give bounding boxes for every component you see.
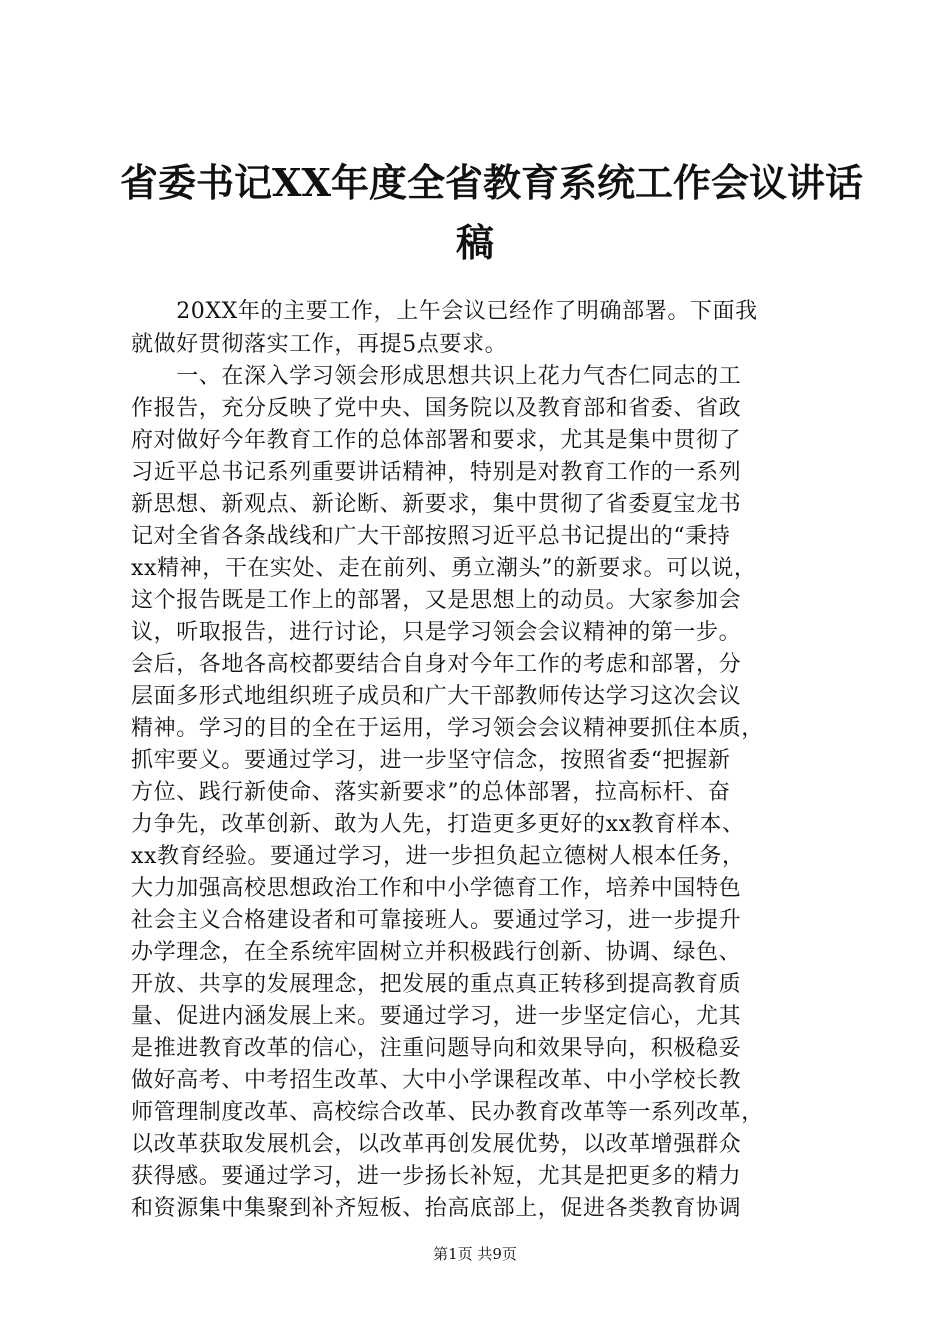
body-line: 会后，各地各高校都要结合自身对今年工作的考虑和部署，分 — [131, 652, 742, 677]
body-line: 做好高考、中考招生改革、大中小学课程改革、中小学校长教 — [131, 1068, 742, 1093]
body-line: 办学理念，在全系统牢固树立并积极践行创新、协调、绿色、 — [131, 940, 742, 965]
document-title-line-1: 省委书记XX年度全省教育系统工作会议讲话 — [120, 160, 863, 205]
body-line: 新思想、新观点、新论断、新要求，集中贯彻了省委夏宝龙书 — [131, 492, 742, 517]
body-line: 以改革获取发展机会，以改革再创发展优势，以改革增强群众 — [131, 1132, 742, 1157]
body-line: 就做好贯彻落实工作，再提5点要求。 — [131, 332, 508, 357]
document-title-line-2: 稿 — [455, 220, 494, 265]
page-footer: 第1页 共9页 — [433, 1245, 517, 1263]
body-line: 层面多形式地组织班子成员和广大干部教师传达学习这次会议 — [131, 684, 742, 709]
body-line: xx精神，干在实处、走在前列、勇立潮头”的新要求。可以说， — [131, 556, 757, 581]
body-line: 习近平总书记系列重要讲话精神，特别是对教育工作的一系列 — [131, 460, 742, 485]
body-line: 和资源集中集聚到补齐短板、抬高底部上，促进各类教育协调 — [131, 1196, 742, 1221]
body-line: 府对做好今年教育工作的总体部署和要求，尤其是集中贯彻了 — [131, 428, 742, 453]
body-line: 一、在深入学习领会形成思想共识上花力气杏仁同志的工 — [131, 364, 742, 389]
body-line: 精神。学习的目的全在于运用，学习领会会议精神要抓住本质， — [131, 716, 764, 741]
body-line: xx教育经验。要通过学习，进一步担负起立德树人根本任务， — [131, 844, 745, 869]
body-line: 开放、共享的发展理念，把发展的重点真正转移到提高教育质 — [131, 972, 742, 997]
body-line: 师管理制度改革、高校综合改革、民办教育改革等一系列改革， — [131, 1100, 764, 1125]
body-line: 方位、践行新使命、落实新要求”的总体部署，拉高标杆、奋 — [131, 780, 731, 805]
body-line: 大力加强高校思想政治工作和中小学德育工作，培养中国特色 — [131, 876, 742, 901]
body-line: 社会主义合格建设者和可靠接班人。要通过学习，进一步提升 — [131, 908, 742, 933]
body-line: 这个报告既是工作上的部署，又是思想上的动员。大家参加会 — [131, 588, 742, 613]
body-line: 记对全省各条战线和广大干部按照习近平总书记提出的“秉持 — [131, 524, 731, 549]
body-line: 20XX年的主要工作，上午会议已经作了明确部署。下面我 — [131, 299, 758, 324]
body-line: 抓牢要义。要通过学习，进一步坚守信念，按照省委“把握新 — [131, 748, 731, 773]
body-line: 获得感。要通过学习，进一步扬长补短，尤其是把更多的精力 — [131, 1164, 742, 1189]
body-line: 议，听取报告，进行讨论，只是学习领会会议精神的第一步。 — [131, 620, 742, 645]
body-line: 作报告，充分反映了党中央、国务院以及教育部和省委、省政 — [131, 396, 742, 421]
body-line: 是推进教育改革的信心，注重问题导向和效果导向，积极稳妥 — [131, 1036, 742, 1061]
body-line: 量、促进内涵发展上来。要通过学习，进一步坚定信心，尤其 — [131, 1004, 742, 1029]
body-line: 力争先，改革创新、敢为人先，打造更多更好的xx教育样本、 — [131, 812, 745, 837]
